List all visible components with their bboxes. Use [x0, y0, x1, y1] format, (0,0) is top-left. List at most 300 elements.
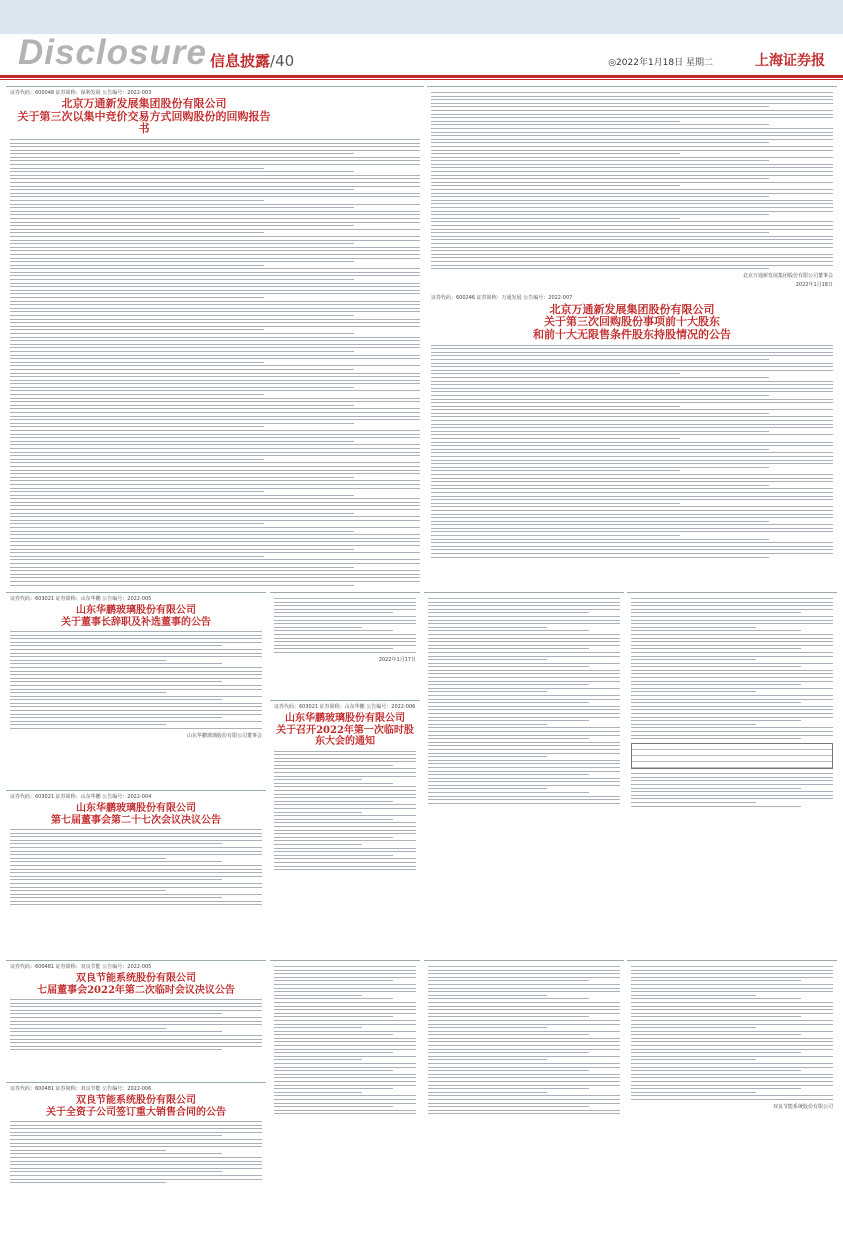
text-line: [431, 121, 680, 122]
text-line: [10, 897, 222, 898]
article-title: [10, 1095, 262, 1118]
text-line: [274, 830, 416, 831]
text-line: [274, 819, 393, 820]
text-line: [274, 1031, 416, 1032]
stock-code-line: 证券代码：600048 证券简称：保利发展 公告编号：2022-003: [10, 90, 152, 96]
text-line: [428, 688, 620, 689]
text-line: [10, 186, 420, 187]
text-line: [631, 706, 833, 707]
text-line: [10, 1128, 262, 1129]
text-line: [431, 402, 833, 403]
text-line: [431, 460, 833, 461]
article-title: [274, 713, 416, 748]
text-line: [274, 1110, 416, 1111]
text-line: [431, 160, 769, 161]
text-line: [431, 531, 833, 532]
text-line: [428, 984, 620, 985]
text-line: [10, 851, 262, 852]
text-line: [631, 1067, 833, 1068]
text-line: [10, 470, 420, 471]
text-line: [428, 785, 620, 786]
text-line: [274, 794, 416, 795]
text-line: [10, 1024, 262, 1025]
text-line: [10, 714, 262, 715]
text-line: [631, 1031, 833, 1032]
text-line: [10, 721, 262, 722]
text-line: [431, 236, 833, 237]
text-line: [10, 1135, 222, 1136]
text-line: [10, 196, 420, 197]
text-line: [428, 1081, 620, 1082]
text-line: [428, 706, 620, 707]
text-line: [428, 717, 620, 718]
text-line: [428, 1095, 620, 1096]
text-line: [10, 649, 262, 650]
text-line: [10, 401, 420, 402]
text-line: [431, 463, 833, 464]
text-line: [10, 232, 264, 233]
article-shareholders-notice: [427, 86, 837, 588]
text-line: [274, 620, 416, 621]
text-line: [431, 424, 833, 425]
text-line: [631, 1081, 833, 1082]
text-line: [10, 689, 262, 690]
text-line: [431, 553, 833, 554]
text-line: [10, 1150, 166, 1151]
text-line: [10, 1171, 222, 1172]
text-line: [631, 784, 833, 785]
text-line: [631, 984, 833, 985]
text-line: [10, 484, 420, 485]
text-line: [631, 656, 833, 657]
text-line: [10, 344, 420, 345]
article-body: [10, 139, 420, 588]
text-line: [631, 630, 801, 631]
text-line: [274, 869, 416, 870]
text-line: [631, 663, 833, 664]
article-title-line: 和前十大无限售条件股东持股情况的公告: [533, 327, 731, 341]
text-line: [10, 527, 420, 528]
text-line: [274, 984, 416, 985]
text-line: [10, 1010, 262, 1011]
text-line: [10, 847, 262, 848]
text-line: [10, 275, 420, 276]
text-line: [428, 1009, 620, 1010]
stock-code-line: 证券代码：600481 证券简称：双良节能 公告编号：2022-005: [10, 964, 152, 970]
text-line: [428, 695, 620, 696]
text-line: [10, 901, 262, 902]
text-line: [431, 203, 833, 204]
article-contract-terms: [424, 960, 624, 1230]
text-line: [10, 265, 264, 266]
text-line: [10, 1042, 262, 1043]
text-line: [431, 488, 833, 489]
text-line: [428, 973, 620, 974]
text-line: [431, 229, 833, 230]
text-line: [10, 444, 420, 445]
text-line: [428, 796, 620, 797]
text-line: [274, 1027, 362, 1028]
text-line: [428, 731, 620, 732]
text-line: [10, 304, 420, 305]
text-line: [10, 1179, 262, 1180]
text-line: [631, 1027, 756, 1028]
text-line: [10, 171, 354, 172]
text-line: [274, 761, 416, 762]
proxy-vote-table: [631, 743, 833, 769]
text-line: [274, 855, 393, 856]
text-line: [10, 1031, 222, 1032]
text-line: [631, 677, 833, 678]
text-line: [274, 840, 416, 841]
article-title-line: 关于召开2022年第一次临时股东大会的通知: [276, 724, 414, 747]
text-line: [10, 333, 354, 334]
article-board-resolution: [6, 790, 266, 955]
text-line: [10, 419, 420, 420]
text-line: [428, 1103, 620, 1104]
text-line: [431, 225, 833, 226]
text-line: [431, 481, 833, 482]
text-line: [431, 196, 769, 197]
text-line: [428, 691, 547, 692]
article-title: [431, 304, 833, 342]
text-line: [431, 503, 680, 504]
text-line: [428, 656, 620, 657]
issue-date: ◎2022年1月18日 星期二: [608, 58, 713, 68]
text-line: [10, 1146, 262, 1147]
text-line: [10, 999, 262, 1000]
article-title-line: 关于第三次以集中竞价交易方式回购股份的回购报告书: [17, 109, 271, 136]
stock-code-line: 证券代码：600246 证券简称：万通发展 公告编号：2022-007: [431, 294, 573, 301]
text-line: [274, 1002, 416, 1003]
text-line: [428, 1077, 620, 1078]
text-line: [431, 164, 833, 165]
text-line: [428, 630, 589, 631]
text-line: [428, 670, 620, 671]
article-shareholders-meeting: [270, 700, 420, 955]
text-line: [631, 995, 756, 996]
text-line: [10, 865, 262, 866]
text-line: [428, 1024, 620, 1025]
text-line: [10, 437, 420, 438]
text-line: [631, 970, 833, 971]
text-line: [631, 623, 833, 624]
text-line: [274, 1041, 416, 1042]
text-line: [274, 1059, 362, 1060]
article-title-line: 北京万通新发展集团股份有限公司: [61, 97, 227, 110]
text-line: [431, 254, 833, 255]
text-line: [10, 452, 420, 453]
header-rule: [0, 75, 843, 78]
text-line: [631, 684, 801, 685]
text-line: [631, 1009, 833, 1010]
text-line: [631, 1002, 833, 1003]
text-line: [10, 876, 262, 877]
text-line: [431, 506, 833, 507]
text-line: [10, 229, 420, 230]
text-line: [431, 153, 680, 154]
text-line: [428, 742, 620, 743]
text-line: [274, 1063, 416, 1064]
text-line: [10, 426, 264, 427]
text-line: [431, 139, 833, 140]
text-line: [10, 459, 264, 460]
text-line: [10, 585, 354, 586]
stock-code-line: 证券代码：603021 证券简称：山东华鹏 公告编号：2022-004: [10, 794, 152, 800]
text-line: [10, 1006, 262, 1007]
text-line: [428, 1038, 620, 1039]
text-line: [428, 620, 620, 621]
text-line: [428, 1002, 620, 1003]
article-title-line: 山东华鹏玻璃股份有限公司: [285, 713, 405, 724]
text-line: [274, 623, 416, 624]
text-line: [10, 523, 264, 524]
text-line: [10, 398, 420, 399]
text-line: [631, 713, 833, 714]
article-body: [274, 966, 416, 1114]
text-line: [10, 258, 420, 259]
text-line: [274, 970, 416, 971]
text-line: [10, 250, 420, 251]
text-line: [274, 1070, 393, 1071]
text-line: [274, 641, 416, 642]
text-line: [631, 1020, 833, 1021]
article-body: [631, 966, 833, 1100]
text-line: [431, 539, 769, 540]
text-line: [431, 128, 833, 129]
text-line: [274, 822, 416, 823]
text-line: [428, 995, 547, 996]
text-line: [631, 699, 833, 700]
text-line: [631, 980, 801, 981]
text-line: [431, 496, 833, 497]
text-line: [631, 1059, 756, 1060]
text-line: [274, 598, 416, 599]
text-line: [428, 735, 620, 736]
text-line: [431, 247, 833, 248]
text-line: [10, 222, 420, 223]
text-line: [10, 663, 222, 664]
text-line: [631, 1074, 833, 1075]
text-line: [10, 833, 262, 834]
text-line: [274, 645, 416, 646]
text-line: [428, 659, 547, 660]
text-line: [431, 377, 769, 378]
page-number: /40: [270, 52, 295, 70]
text-line: [431, 214, 769, 215]
text-line: [428, 991, 620, 992]
text-line: [431, 348, 833, 349]
text-line: [428, 774, 589, 775]
text-line: [274, 1049, 416, 1050]
text-line: [431, 265, 833, 266]
article-contract-impact: [627, 960, 837, 1230]
text-line: [631, 638, 833, 639]
text-line: [274, 786, 416, 787]
text-line: [431, 452, 833, 453]
text-line: [10, 1182, 166, 1183]
text-line: [10, 642, 262, 643]
text-line: [631, 634, 833, 635]
text-line: [431, 413, 769, 414]
text-line: [274, 1034, 393, 1035]
text-line: [631, 1045, 833, 1046]
text-line: [10, 577, 420, 578]
text-line: [431, 542, 833, 543]
text-line: [428, 1045, 620, 1046]
text-line: [631, 791, 833, 792]
text-line: [10, 143, 420, 144]
text-line: [428, 1013, 620, 1014]
text-line: [428, 1113, 620, 1114]
text-line: [428, 1006, 620, 1007]
text-line: [10, 383, 420, 384]
text-line: [431, 178, 769, 179]
text-line: [631, 991, 833, 992]
text-line: [428, 977, 620, 978]
text-line: [428, 760, 620, 761]
text-line: [10, 538, 420, 539]
text-line: [631, 966, 833, 967]
text-line: [428, 1049, 620, 1050]
text-line: [10, 645, 222, 646]
text-line: [631, 612, 801, 613]
text-line: [274, 848, 416, 849]
article-body: [631, 598, 833, 739]
text-line: [274, 648, 393, 649]
text-line: [631, 1052, 801, 1053]
text-line: [631, 1041, 833, 1042]
article-body: [431, 345, 833, 558]
table-row: [632, 762, 832, 768]
text-line: [428, 1034, 589, 1035]
text-line: [10, 531, 354, 532]
text-line: [428, 1092, 547, 1093]
text-line: [274, 1045, 416, 1046]
text-line: [10, 247, 420, 248]
text-line: [10, 495, 354, 496]
signature-date: 2022年1月17日: [378, 656, 416, 663]
text-line: [10, 214, 420, 215]
text-line: [631, 720, 801, 721]
text-line: [10, 545, 420, 546]
text-line: [428, 1070, 589, 1071]
text-line: [10, 840, 262, 841]
article-title-line: 关于第三次回购股份事项前十大股东: [544, 315, 720, 329]
stock-code-line: 证券代码：603021 证券简称：山东华鹏 公告编号：2022-006: [274, 704, 416, 710]
text-line: [631, 727, 833, 728]
text-line: [10, 315, 354, 316]
text-line: [10, 667, 262, 668]
text-line: [631, 731, 833, 732]
text-line: [10, 656, 262, 657]
text-line: [10, 1003, 262, 1004]
text-line: [428, 612, 589, 613]
text-line: [10, 534, 420, 535]
text-line: [10, 581, 420, 582]
text-line: [428, 988, 620, 989]
text-line: [10, 1028, 166, 1029]
text-line: [428, 1016, 589, 1017]
text-line: [431, 185, 680, 186]
text-line: [274, 1016, 393, 1017]
text-line: [428, 749, 620, 750]
text-line: [274, 1067, 416, 1068]
text-line: [428, 1020, 620, 1021]
text-line: [10, 423, 354, 424]
text-line: [431, 524, 833, 525]
text-line: [10, 480, 420, 481]
text-line: [431, 456, 833, 457]
text-line: [428, 623, 620, 624]
text-line: [631, 1095, 833, 1096]
text-line: [631, 780, 833, 781]
text-line: [10, 369, 354, 370]
text-line: [631, 652, 833, 653]
text-line: [10, 153, 354, 154]
text-line: [10, 887, 262, 888]
article-body: [10, 829, 262, 905]
text-line: [431, 445, 833, 446]
text-line: [10, 678, 262, 679]
text-line: [428, 767, 620, 768]
text-line: [274, 605, 416, 606]
text-line: [428, 645, 620, 646]
text-line: [428, 1074, 620, 1075]
newspaper-name: 上海证券报: [755, 53, 825, 69]
text-line: [631, 998, 801, 999]
text-line: [431, 257, 833, 258]
text-line: [10, 283, 420, 284]
text-line: [428, 1088, 589, 1089]
text-line: [10, 157, 420, 158]
text-line: [428, 778, 620, 779]
text-line: [431, 355, 833, 356]
article-body: [274, 598, 416, 653]
text-line: [631, 717, 833, 718]
text-line: [631, 1034, 801, 1035]
text-line: [431, 250, 680, 251]
text-line: [431, 546, 833, 547]
text-line: [10, 408, 420, 409]
text-line: [10, 728, 262, 729]
header-rule-thin: [0, 79, 843, 80]
text-line: [10, 477, 354, 478]
text-line: [428, 966, 620, 967]
text-line: [274, 602, 416, 603]
article-contract-details: [270, 960, 420, 1230]
article-title-line: 双良节能系统股份有限公司: [76, 1095, 196, 1106]
text-line: [10, 894, 262, 895]
text-line: [274, 991, 416, 992]
text-line: [428, 1041, 620, 1042]
text-line: [428, 1067, 620, 1068]
text-line: [428, 634, 620, 635]
text-line: [10, 724, 166, 725]
text-line: [631, 627, 756, 628]
article-buyback-report: [6, 86, 424, 588]
text-line: [431, 510, 833, 511]
text-line: [428, 1110, 620, 1111]
text-line: [10, 146, 420, 147]
text-line: [10, 1132, 262, 1133]
text-line: [10, 355, 420, 356]
text-line: [10, 703, 262, 704]
text-line: [274, 1103, 416, 1104]
text-line: [428, 702, 589, 703]
section-name: 信息披露: [210, 52, 271, 70]
text-line: [10, 653, 262, 654]
